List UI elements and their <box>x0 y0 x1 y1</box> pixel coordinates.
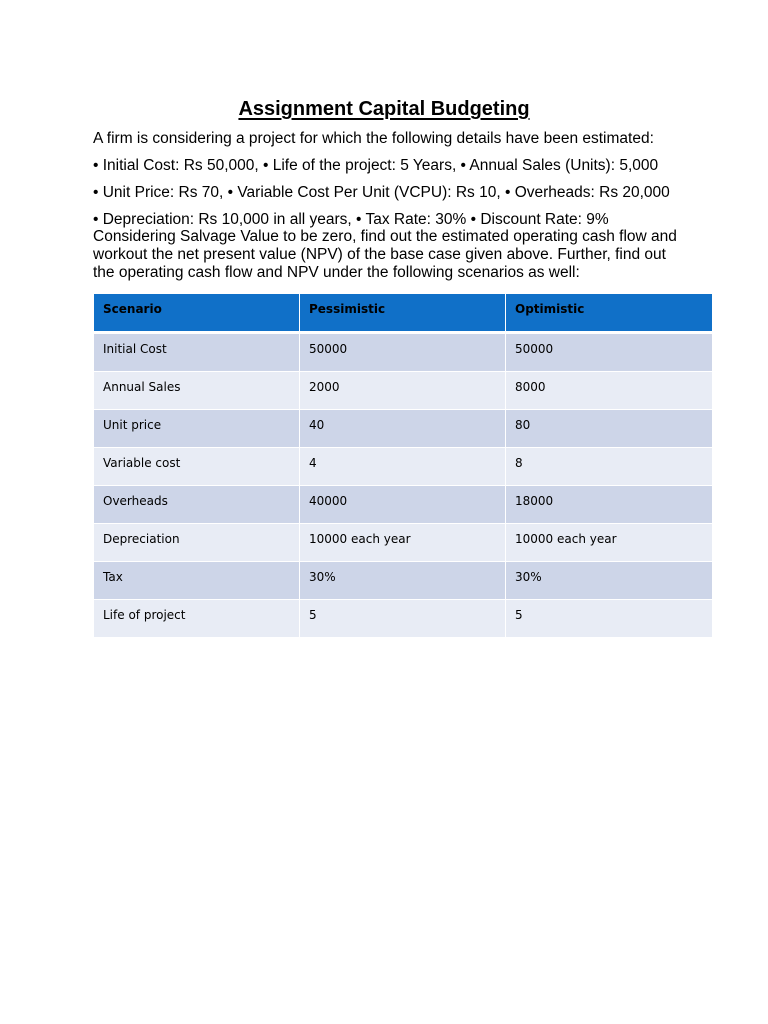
table-cell: 5 <box>506 600 713 638</box>
table-cell: 50000 <box>506 333 713 372</box>
table-cell: 10000 each year <box>300 524 506 562</box>
table-row <box>94 562 713 600</box>
scenario-table-container <box>93 293 712 638</box>
table-cell: 10000 each year <box>506 524 713 562</box>
table-cell: Overheads <box>94 486 300 524</box>
table-cell: Tax <box>94 562 300 600</box>
details-line-2: • Unit Price: Rs 70, • Variable Cost Per Unit (VCPU): Rs 10, • Overheads: Rs 20,000 <box>93 184 670 201</box>
table-cell: Depreciation <box>94 524 300 562</box>
table-cell: Initial Cost <box>94 333 300 372</box>
table-cell: 4 <box>300 448 506 486</box>
table-row <box>94 486 713 524</box>
table-cell: 30% <box>300 562 506 600</box>
table-row <box>94 524 713 562</box>
table-cell: 40000 <box>300 486 506 524</box>
table-row <box>94 600 713 638</box>
intro-paragraph: A firm is considering a project for which the following details have been estimated: <box>93 130 654 147</box>
table-cell: Life of project <box>94 600 300 638</box>
header-pessimistic: Pessimistic <box>300 294 506 333</box>
table-cell: 5 <box>300 600 506 638</box>
table-cell: 8000 <box>506 372 713 410</box>
table-cell: Annual Sales <box>94 372 300 410</box>
question-paragraph: Considering Salvage Value to be zero, find out the estimated operating cash flow and workout the net present value (NPV) of the base case given above. Further, find out the operating cash flow and NPV under the following scenarios as well: <box>93 228 677 281</box>
table-row <box>94 410 713 448</box>
table-row <box>94 333 713 372</box>
table-row <box>94 448 713 486</box>
table-header-row <box>94 294 713 333</box>
table-cell: Variable cost <box>94 448 300 486</box>
header-optimistic: Optimistic <box>506 294 713 333</box>
table-cell: 2000 <box>300 372 506 410</box>
details-line-1: • Initial Cost: Rs 50,000, • Life of the project: 5 Years, • Annual Sales (Units): 5,000 <box>93 157 659 174</box>
details-line-3: • Depreciation: Rs 10,000 in all years, • Tax Rate: 30% • Discount Rate: 9% <box>93 211 609 228</box>
table-row <box>94 372 713 410</box>
table-cell: 50000 <box>300 333 506 372</box>
document-title: Assignment Capital Budgeting <box>238 98 530 120</box>
table-cell: Unit price <box>94 410 300 448</box>
table-cell: 18000 <box>506 486 713 524</box>
scenario-table <box>93 293 713 638</box>
table-cell: 80 <box>506 410 713 448</box>
header-scenario: Scenario <box>94 294 300 333</box>
table-cell: 30% <box>506 562 713 600</box>
table-cell: 40 <box>300 410 506 448</box>
table-cell: 8 <box>506 448 713 486</box>
